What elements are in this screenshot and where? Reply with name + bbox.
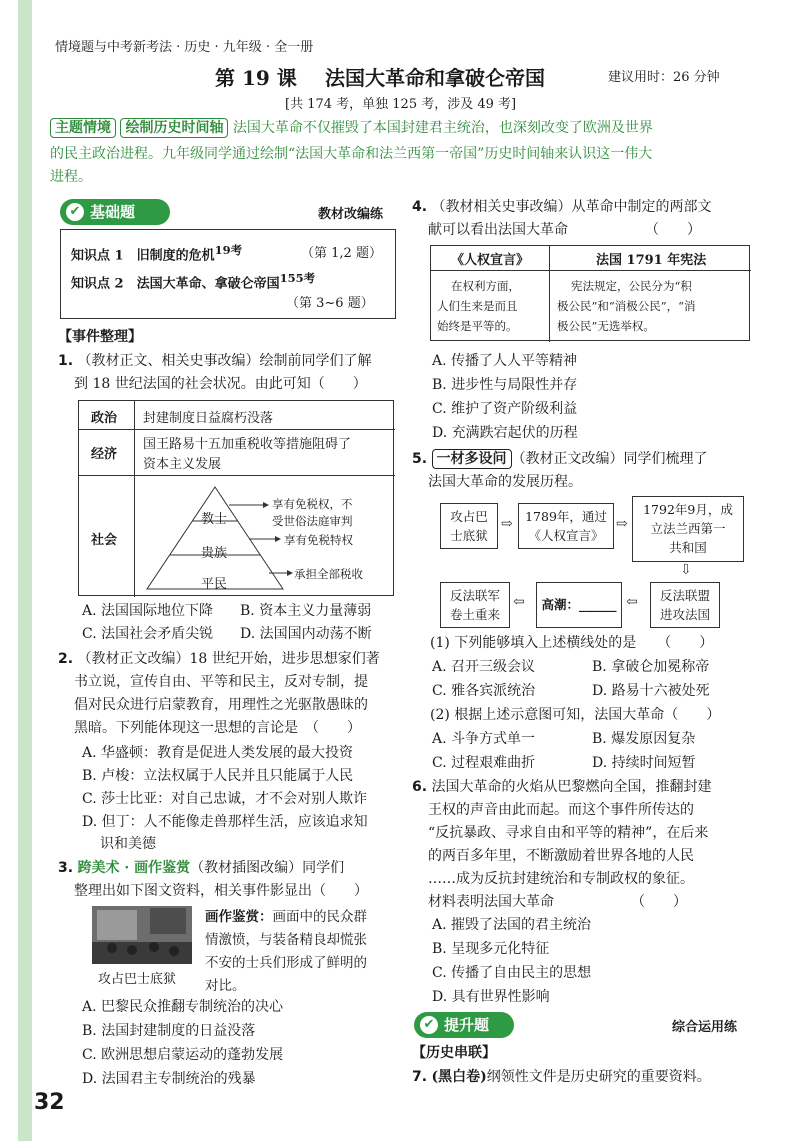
q5-2-option-a[interactable]: A. 斗争方式单一 [432, 731, 536, 747]
theme-text-1: 法国大革命不仅摧毁了本国封建君主统治，也深刻改变了欧洲及世界 [232, 120, 653, 136]
q5-2-option-c[interactable]: C. 过程艰难曲折 [432, 755, 536, 771]
question-2: 2. （教材正文改编）18 世纪开始，进步思想家们著 书立说，宣传自由、平等和民主，反对专制，提 倡对民众进行启蒙教育，用理性之光驱散愚昧的 黑暗。下列能体现这一思想的言论是 （ ） [58, 651, 380, 736]
q1-option-b[interactable]: B. 资本主义力量薄弱 [240, 603, 372, 619]
q5-sub1: (1) 下列能够填入上述横线处的是 （ ） [430, 635, 714, 651]
kp2-name: 法国大革命、拿破仑帝国 [136, 276, 280, 292]
q5-2-option-d[interactable]: D. 持续时间短暂 [592, 755, 696, 771]
lesson-title: 法国大革命和拿破仑帝国 [325, 66, 545, 90]
q1-option-a[interactable]: A. 法国国际地位下降 [82, 603, 214, 619]
politics-value: 封建制度日益腐朽没落 [143, 411, 274, 426]
kp2-count: 155考 [279, 271, 316, 285]
knowledge-points-box [60, 229, 396, 319]
q2-option-d[interactable]: D. 但丁：人不能像走兽那样生活，应该追求知 [82, 814, 368, 830]
q2-option-a[interactable]: A. 华盛顿：教育是促进人类发展的最大投资 [82, 745, 354, 761]
pyramid-nobility: 贵族 [201, 546, 228, 561]
note-nobility: 享有免税特权 [284, 533, 353, 547]
pyramid-commoners: 平民 [201, 577, 228, 592]
basic-banner: ✔ 基础题 [60, 199, 170, 225]
bastille-painting [92, 906, 192, 964]
q3-option-a[interactable]: A. 巴黎民众推翻专制统治的决心 [82, 999, 284, 1015]
note-clergy-2: 受世俗法庭审判 [272, 514, 353, 528]
row-society: 社会 [91, 533, 118, 548]
lesson-number: 第 19 课 [215, 66, 297, 90]
question-6: 6. 法国大革命的火焰从巴黎燃向全国，推翻封建 王权的声音由此而起。而这个事件所传达的 “反抗暴政、寻求自由和平等的精神”，在后来 的两百多年里，不断激励着世界各地的人民 ……成为反抗封建统治和专制政权的象征。 材料表明法国大革命 （ ） [412, 779, 712, 910]
section-history-link: 【历史串联】 [412, 1045, 496, 1061]
page-number: 32 [34, 1090, 65, 1115]
note-clergy-1: 享有免税权，不 [272, 497, 353, 511]
note-commoners: 承担全部税收 [294, 567, 363, 581]
question-3: 3. 跨美术 · 画作鉴赏（教材插图改编）同学们 整理出如下图文资料，相关事件影显出（ ） [58, 860, 368, 899]
series-title: 情境题与中考新考法 · 历史 · 九年级 · 全一册 [55, 40, 314, 55]
q4-option-b[interactable]: B. 进步性与局限性并存 [432, 377, 578, 393]
advanced-subtitle: 综合运用练 [672, 1020, 738, 1035]
painting-description: 画作鉴赏：画面中的民众群 情激愤，与装备精良却慌张 不安的士兵们形成了鲜明的 对比。 [205, 909, 367, 994]
theme-tag-timeline: 绘制历史时间轴 [120, 118, 228, 138]
question-1: 1. （教材正文、相关史事改编）绘制前同学们了解 到 18 世纪法国的社会状况。由此可知（ ） [58, 353, 372, 392]
q3-option-d[interactable]: D. 法国君主专制统治的残暴 [82, 1071, 256, 1087]
q6-option-d[interactable]: D. 具有世界性影响 [432, 989, 550, 1005]
q4-documents-table [430, 245, 750, 341]
kp1-name: 旧制度的危机 [136, 248, 215, 264]
question-4: 4. （教材相关史事改编）从革命中制定的两部文 献可以看出法国大革命 （ ） [412, 199, 712, 238]
theme-intro [50, 117, 760, 140]
economy-value-2: 资本主义发展 [143, 457, 222, 472]
rights-text-2: 人们生来是而且 [437, 299, 518, 313]
q5-1-option-b[interactable]: B. 拿破仑加冕称帝 [592, 659, 710, 675]
q3-option-b[interactable]: B. 法国封建制度的日益没落 [82, 1023, 256, 1039]
q1-option-d[interactable]: D. 法国国内动荡不断 [240, 626, 372, 642]
check-icon: ✔ [66, 203, 84, 221]
constitution-text-3: 极公民”无选举权。 [557, 319, 655, 333]
painting-caption: 攻占巴士底狱 [98, 972, 177, 987]
arrow-right-icon: ⇨ [616, 516, 628, 532]
q1-society-table [78, 400, 394, 596]
flow-storm-bastille: 攻占巴 士底狱 [440, 503, 498, 549]
check-icon: ✔ [420, 1016, 438, 1034]
flow-coalition-attack: 反法联盟 进攻法国 [650, 582, 720, 628]
kp1-ref: （第 1,2 题） [301, 246, 382, 261]
q3-tag: 跨美术 · 画作鉴赏 [77, 860, 191, 876]
kp1-label: 知识点 1 [71, 248, 124, 264]
q4-option-a[interactable]: A. 传播了人人平等精神 [432, 353, 578, 369]
flow-climax-blank[interactable]: 高潮：______ [536, 582, 622, 628]
exam-stats: [共 174 考，单独 125 考，涉及 49 考] [285, 97, 517, 112]
q5-sub2: (2) 根据上述示意图可知，法国大革命（ ） [430, 707, 721, 723]
q5-2-option-b[interactable]: B. 爆发原因复杂 [592, 731, 696, 747]
pyramid-clergy: 教士 [201, 512, 228, 527]
q6-option-c[interactable]: C. 传播了自由民主的思想 [432, 965, 592, 981]
q4-option-c[interactable]: C. 维护了资产阶级利益 [432, 401, 578, 417]
arrow-left-icon: ⇦ [513, 594, 525, 610]
arrow-down-icon: ⇩ [680, 562, 692, 578]
q6-option-a[interactable]: A. 摧毁了法国的君主统治 [432, 917, 592, 933]
kp2-ref: （第 3~6 题） [286, 296, 374, 311]
flow-coalition-return: 反法联军 卷土重来 [440, 582, 510, 628]
q2-option-d-cont: 识和美德 [100, 836, 156, 852]
q4-option-d[interactable]: D. 充满跌宕起伏的历程 [432, 425, 578, 441]
q7-tag: (黑白卷) [431, 1069, 487, 1085]
row-economy: 经济 [91, 447, 118, 462]
arrow-right-icon: ⇨ [501, 516, 513, 532]
q1-option-c[interactable]: C. 法国社会矛盾尖锐 [82, 626, 214, 642]
page-edge-stripe [18, 0, 32, 1141]
doc-rights-declaration: 《人权宣言》 [451, 253, 530, 268]
q5-1-option-d[interactable]: D. 路易十六被处死 [592, 683, 710, 699]
advanced-banner: ✔ 提升题 [414, 1012, 514, 1038]
kp1-count: 19考 [214, 243, 243, 257]
flow-first-republic: 1792年9月，成 立法兰西第一 共和国 [632, 496, 744, 562]
basic-subtitle: 教材改编练 [318, 207, 384, 222]
q2-option-b[interactable]: B. 卢梭：立法权属于人民并且只能属于人民 [82, 768, 354, 784]
kp2-label: 知识点 2 [71, 276, 124, 292]
economy-value-1: 国王路易十五加重税收等措施阻碍了 [143, 437, 352, 452]
q6-option-b[interactable]: B. 呈现多元化特征 [432, 941, 550, 957]
q3-option-c[interactable]: C. 欧洲思想启蒙运动的蓬勃发展 [82, 1047, 284, 1063]
q5-tag: 一材多设问 [432, 449, 512, 469]
flow-declaration: 1789年，通过 《人权宣言》 [518, 503, 614, 549]
arrow-left-icon: ⇦ [626, 594, 638, 610]
rights-text-3: 始终是平等的。 [437, 319, 518, 333]
theme-tag: 主题情境 [50, 118, 116, 138]
q2-option-c[interactable]: C. 莎士比亚：对自己忠诚，才不会对别人欺诈 [82, 791, 368, 807]
section-event: 【事件整理】 [58, 329, 142, 345]
q5-1-option-a[interactable]: A. 召开三级会议 [432, 659, 536, 675]
q5-1-option-c[interactable]: C. 雅各宾派统治 [432, 683, 536, 699]
row-politics: 政治 [91, 411, 118, 426]
constitution-text-2: 极公民”和“消极公民”，“消 [557, 299, 696, 313]
rights-text-1: 在权利方面， [451, 279, 520, 293]
question-5: 5. 一材多设问 （教材正文改编）同学们梳理了 法国大革命的发展历程。 [412, 451, 708, 490]
question-7: 7. (黑白卷)纲领性文件是历史研究的重要资料。 [412, 1069, 711, 1085]
theme-text-2: 的民主政治进程。九年级同学通过绘制“法国大革命和法兰西第一帝国”历史时间轴来认识这一伟大 [50, 146, 653, 162]
theme-text-3: 进程。 [50, 169, 92, 185]
suggested-time: 建议用时：26 分钟 [608, 70, 720, 85]
constitution-text-1: 宪法规定，公民分为“积 [571, 279, 692, 293]
doc-constitution-1791: 法国 1791 年宪法 [596, 253, 707, 268]
